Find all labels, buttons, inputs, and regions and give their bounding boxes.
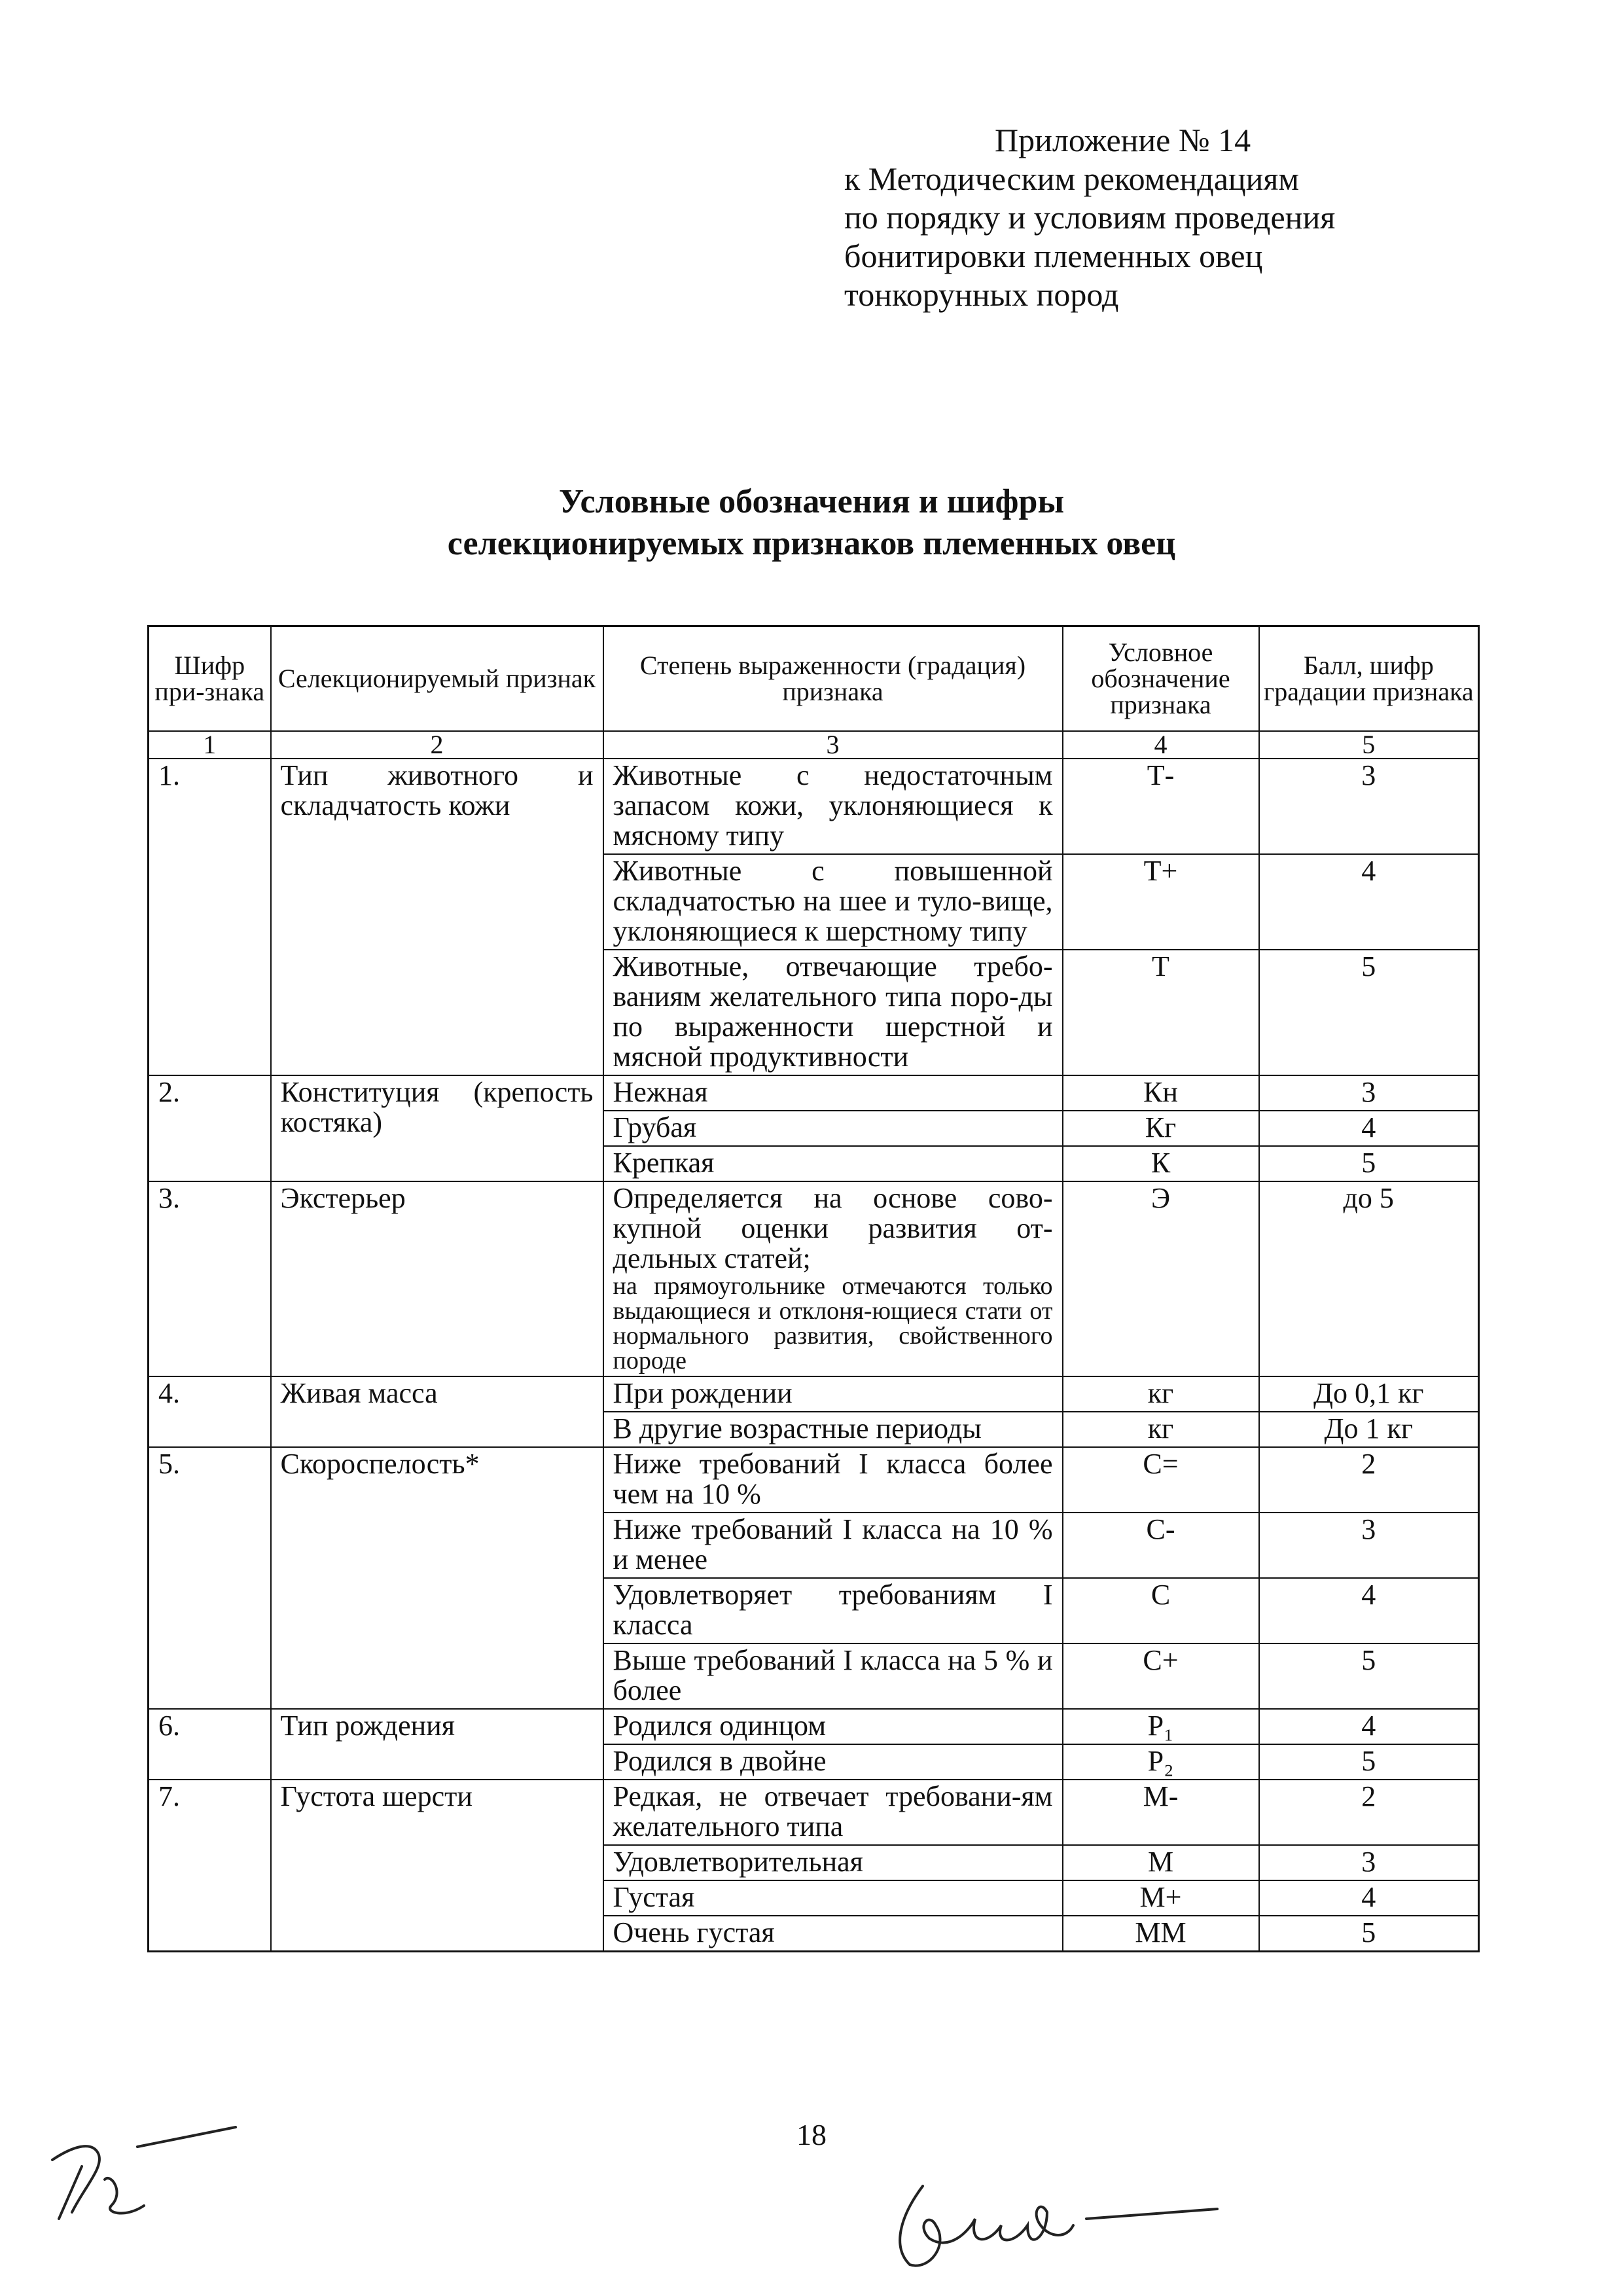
symbol: С- bbox=[1063, 1513, 1259, 1578]
points: 2 bbox=[1259, 1780, 1479, 1845]
degree-description bbox=[603, 950, 1063, 1075]
points: 4 bbox=[1259, 1111, 1479, 1146]
degree-description bbox=[603, 1412, 1063, 1447]
degree-description bbox=[603, 1578, 1063, 1643]
symbol: М+ bbox=[1063, 1880, 1259, 1916]
trait-code: 3. bbox=[149, 1181, 271, 1376]
points: 3 bbox=[1259, 1513, 1479, 1578]
table-row bbox=[149, 1181, 1479, 1376]
degree-text: При рождении bbox=[613, 1377, 793, 1409]
header-row bbox=[149, 626, 1479, 732]
col-number: 4 bbox=[1063, 731, 1259, 759]
header-degree: Степень выраженности (градация) признака bbox=[603, 626, 1063, 732]
points: 5 bbox=[1259, 1146, 1479, 1181]
symbol: С bbox=[1063, 1578, 1259, 1643]
table-row bbox=[149, 1780, 1479, 1845]
symbol: Э bbox=[1063, 1181, 1259, 1376]
table-row bbox=[149, 1447, 1479, 1513]
degree-description bbox=[603, 854, 1063, 950]
degree-text: Ниже требований I класса на 10 % и менее bbox=[613, 1513, 1053, 1575]
points: 4 bbox=[1259, 1578, 1479, 1643]
points: 5 bbox=[1259, 1643, 1479, 1709]
trait-code: 1. bbox=[149, 759, 271, 1075]
trait-name: Живая масса bbox=[271, 1376, 603, 1447]
table-row bbox=[149, 1075, 1479, 1111]
header-symbol: Условное обозначение признака bbox=[1063, 626, 1259, 732]
trait-name: Густота шерсти bbox=[271, 1780, 603, 1952]
points: 5 bbox=[1259, 1744, 1479, 1780]
degree-text: В другие возрастные периоды bbox=[613, 1412, 982, 1444]
points: 3 bbox=[1259, 1075, 1479, 1111]
degree-description bbox=[603, 759, 1063, 854]
trait-code: 7. bbox=[149, 1780, 271, 1952]
symbol: Р₂ bbox=[1063, 1744, 1259, 1780]
points: 5 bbox=[1259, 950, 1479, 1075]
symbol: С+ bbox=[1063, 1643, 1259, 1709]
degree-description bbox=[603, 1181, 1063, 1376]
trait-name: Экстерьер bbox=[271, 1181, 603, 1376]
points: 4 bbox=[1259, 1709, 1479, 1744]
degree-description bbox=[603, 1513, 1063, 1578]
degree-description bbox=[603, 1075, 1063, 1111]
trait-name: Конституция (крепость костяка) bbox=[271, 1075, 603, 1181]
trait-name: Скороспелость* bbox=[271, 1447, 603, 1709]
header-points: Балл, шифр градации признака bbox=[1259, 626, 1479, 732]
degree-text: Определяется на основе сово-купной оценки развития от-дельных статей; bbox=[613, 1182, 1053, 1274]
degree-text: Ниже требований I класса более чем на 10 % bbox=[613, 1448, 1053, 1510]
trait-code: 6. bbox=[149, 1709, 271, 1780]
degree-text: Крепкая bbox=[613, 1147, 715, 1179]
title-line-1: Условные обозначения и шифры bbox=[558, 483, 1065, 520]
symbol: Кг bbox=[1063, 1111, 1259, 1146]
col-number: 3 bbox=[603, 731, 1063, 759]
degree-description bbox=[603, 1916, 1063, 1952]
degree-description bbox=[603, 1845, 1063, 1880]
points: 2 bbox=[1259, 1447, 1479, 1513]
points: 4 bbox=[1259, 854, 1479, 950]
table-body bbox=[149, 759, 1479, 1952]
degree-text: Удовлетворительная bbox=[613, 1846, 863, 1878]
points: До 1 кг bbox=[1259, 1412, 1479, 1447]
table-row bbox=[149, 1376, 1479, 1412]
initials-signature bbox=[46, 2121, 242, 2232]
points: 3 bbox=[1259, 1845, 1479, 1880]
header-trait: Селекционируемый признак bbox=[271, 626, 603, 732]
points: 4 bbox=[1259, 1880, 1479, 1916]
degree-note: на прямоугольнике отмечаются только выдающиеся и отклоня-ющиеся стати от нормального развития, свойственного породе bbox=[613, 1272, 1053, 1374]
points: до 5 bbox=[1259, 1181, 1479, 1376]
degree-description bbox=[603, 1111, 1063, 1146]
symbol: М- bbox=[1063, 1780, 1259, 1845]
trait-name: Тип животного и складчатость кожи bbox=[271, 759, 603, 1075]
symbol: М bbox=[1063, 1845, 1259, 1880]
trait-code: 4. bbox=[149, 1376, 271, 1447]
appendix-number: Приложение № 14 bbox=[995, 122, 1251, 158]
col-number: 1 bbox=[149, 731, 271, 759]
table-row bbox=[149, 1709, 1479, 1744]
points: 3 bbox=[1259, 759, 1479, 854]
degree-description bbox=[603, 1780, 1063, 1845]
column-number-row bbox=[149, 731, 1479, 759]
symbol: кг bbox=[1063, 1376, 1259, 1412]
appendix-line-3: бонитировки племенных овец bbox=[844, 238, 1263, 274]
degree-text: Животные с недостаточным запасом кожи, уклоняющиеся к мясному типу bbox=[613, 759, 1053, 852]
symbol: К bbox=[1063, 1146, 1259, 1181]
symbol: Т+ bbox=[1063, 854, 1259, 950]
symbol: Т- bbox=[1063, 759, 1259, 854]
degree-text: Нежная bbox=[613, 1076, 708, 1108]
col-number: 5 bbox=[1259, 731, 1479, 759]
appendix-line-2: по порядку и условиям проведения bbox=[844, 199, 1336, 236]
degree-text: Очень густая bbox=[613, 1916, 775, 1948]
document-title bbox=[0, 481, 1623, 565]
symbol: ММ bbox=[1063, 1916, 1259, 1952]
degree-description bbox=[603, 1447, 1063, 1513]
points: До 0,1 кг bbox=[1259, 1376, 1479, 1412]
degree-text: Родился одинцом bbox=[613, 1710, 827, 1742]
trait-code: 2. bbox=[149, 1075, 271, 1181]
degree-text: Выше требований I класса на 5 % и более bbox=[613, 1644, 1053, 1706]
degree-text: Родился в двойне bbox=[613, 1745, 827, 1777]
appendix-line-1: к Методическим рекомендациям bbox=[844, 160, 1300, 197]
trait-name: Тип рождения bbox=[271, 1709, 603, 1780]
degree-description bbox=[603, 1880, 1063, 1916]
degree-description bbox=[603, 1146, 1063, 1181]
page-number: 18 bbox=[796, 2118, 827, 2151]
trait-code: 5. bbox=[149, 1447, 271, 1709]
title-line-2: селекционируемых признаков племенных овец bbox=[447, 525, 1176, 562]
degree-text: Удовлетворяет требованиям I класса bbox=[613, 1579, 1053, 1641]
col-number: 2 bbox=[271, 731, 603, 759]
degree-text: Грубая bbox=[613, 1111, 697, 1143]
points: 5 bbox=[1259, 1916, 1479, 1952]
header-code: Шифр при-знака bbox=[149, 626, 271, 732]
traits-table bbox=[147, 625, 1480, 1952]
degree-description bbox=[603, 1744, 1063, 1780]
symbol: кг bbox=[1063, 1412, 1259, 1447]
table-row bbox=[149, 759, 1479, 854]
symbol: С= bbox=[1063, 1447, 1259, 1513]
appendix-header bbox=[844, 121, 1499, 314]
symbol: Т bbox=[1063, 950, 1259, 1075]
symbol: Кн bbox=[1063, 1075, 1259, 1111]
signature bbox=[877, 2173, 1230, 2278]
degree-text: Густая bbox=[613, 1881, 695, 1913]
degree-text: Животные, отвечающие требо-ваниям желательного типа поро-ды по выраженности шерстной и мясной продуктивности bbox=[613, 950, 1053, 1073]
appendix-line-4: тонкорунных пород bbox=[844, 276, 1119, 313]
degree-text: Редкая, не отвечает требовани-ям желательного типа bbox=[613, 1780, 1053, 1842]
degree-description bbox=[603, 1376, 1063, 1412]
symbol: Р₁ bbox=[1063, 1709, 1259, 1744]
degree-text: Животные с повышенной складчатостью на шее и туло-вище, уклоняющиеся к шерстному типу bbox=[613, 855, 1053, 947]
degree-description bbox=[603, 1643, 1063, 1709]
degree-description bbox=[603, 1709, 1063, 1744]
